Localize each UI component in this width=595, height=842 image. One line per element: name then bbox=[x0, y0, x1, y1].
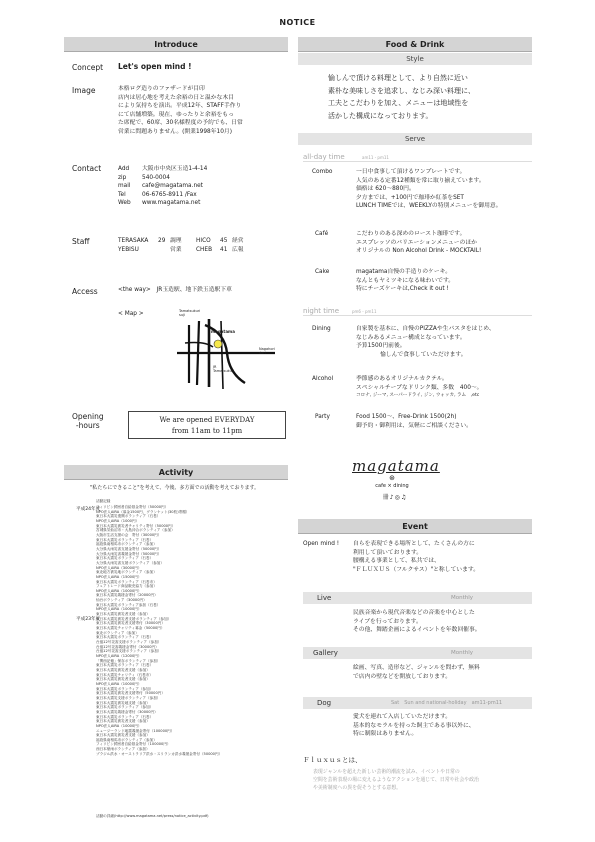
staff-role: 広報 bbox=[232, 246, 244, 253]
activity-item: 東日本大震災被災者チャリティ寄付（50000円） bbox=[96, 523, 176, 528]
openmind-line: 腰構える事業として、私共では、 bbox=[353, 558, 440, 565]
concept-value: Let's open mind ! bbox=[118, 62, 192, 71]
dining-text bbox=[356, 325, 495, 359]
fluxus-text bbox=[313, 768, 479, 792]
fluxus-line: 表現ジャンルを超えた新しい芸術的潮流を試み、イベントや日常の bbox=[313, 769, 460, 775]
combo-label: Combo bbox=[312, 169, 333, 175]
contact-key: mail bbox=[118, 183, 131, 190]
activity-item: ブラジル洪水・オーストラリア洪水・スリランカ洪水義援金寄付（50000円） bbox=[96, 751, 223, 756]
logo-mark-icon: ⊛ bbox=[389, 474, 395, 482]
activity-item: 大分県大雨災害義援金寄付（50000円） bbox=[96, 551, 162, 556]
party-line: Food 1500～、Free-Drink 1500(2h) bbox=[356, 414, 457, 420]
style-text bbox=[328, 72, 475, 122]
staff-name: HICO bbox=[196, 238, 211, 244]
dog-line: 愛犬を連れて入店していただけます。 bbox=[353, 714, 452, 720]
activity-item: 大分県大雨災害支援金寄付（50000円） bbox=[96, 546, 162, 551]
activity-year: 平成24年度 bbox=[76, 507, 101, 512]
access-label: Access bbox=[72, 287, 98, 296]
activity-item: 東日本大震災ボランティア（石巻） bbox=[96, 663, 154, 668]
live-line: その他、舞踏企画によるイベントを年数回催事。 bbox=[353, 627, 481, 634]
contact-block bbox=[118, 165, 207, 208]
cake-text bbox=[356, 268, 454, 294]
cafe-line: こだわりのある深めのロースト珈琲です。 bbox=[356, 231, 466, 237]
alcohol-text bbox=[356, 375, 482, 401]
staff-name: CHEB bbox=[196, 246, 213, 253]
activity-item: 「関西記憶」保存ボランティア（参加） bbox=[96, 658, 161, 663]
gallery-tag: Monthly bbox=[451, 650, 474, 656]
activity-header: Activity bbox=[64, 465, 288, 480]
activity-item: NPO法人AIRA（10000円） bbox=[96, 588, 142, 593]
activity-item: ニュージーランド地震義援金寄付（100000円） bbox=[96, 728, 175, 733]
concept-label: Concept bbox=[72, 63, 104, 72]
activity-item: NPO法人AIRA（10000円） bbox=[96, 607, 142, 612]
combo-line: 人気のある定番12種類を常に取り揃えています。 bbox=[356, 177, 485, 184]
activity-item: 東日本大震災義援金寄付（30000円） bbox=[96, 709, 158, 714]
food-drink-header: Food & Drink bbox=[298, 37, 532, 52]
image-line: 店内は居心地を考えた余裕の日と温かな木目 bbox=[118, 94, 234, 101]
activity-item: 台風12号災害支援ボランティア（参加） bbox=[96, 649, 162, 654]
contact-phone: 06-6765-8911 /Fax bbox=[142, 191, 197, 198]
staff-name: YEBISU bbox=[118, 246, 139, 253]
gallery-label: Gallery bbox=[313, 649, 338, 657]
image-label: Image bbox=[72, 86, 96, 95]
alcohol-label: Alcohol bbox=[312, 376, 334, 382]
live-label: Live bbox=[317, 594, 332, 602]
opening-hours-label: Opening -hours bbox=[72, 412, 104, 430]
activity-item: 東日本大震災被災者支援寄付（50000円） bbox=[96, 691, 165, 696]
activity-item: NPO法人AIRA（1000円） bbox=[96, 518, 140, 523]
activity-item: 大分県大雨災害支援ボランティア（参加） bbox=[96, 560, 164, 565]
alcohol-line: コロナ, ジーマ, スーパードライ, ジン, ウォッカ, ラム ,etc bbox=[356, 393, 480, 399]
activity-item: 宮城県気仙沼市・大島沖合ボランティア（参加） bbox=[96, 528, 175, 533]
dining-line: なじみあるメニュー構成となっています。 bbox=[356, 334, 466, 341]
openmind-line: 利用して頂いております。 bbox=[353, 549, 423, 556]
gallery-band bbox=[303, 647, 532, 659]
staff-table bbox=[118, 237, 244, 254]
staff-role: 営業 bbox=[170, 246, 182, 253]
staff-label: Staff bbox=[72, 237, 90, 246]
contact-email-link[interactable]: cafe@magatama.net bbox=[142, 183, 203, 190]
activity-item: 東日本大震災被災者支援ボランティア（参加） bbox=[96, 616, 172, 621]
opening-line: from 11am to 11pm bbox=[171, 427, 243, 435]
cake-line: magatama自慢の手造りのケーキ。 bbox=[356, 269, 451, 275]
image-description bbox=[118, 85, 243, 137]
activity-item: フェアトレード商品販売協力（参加） bbox=[96, 584, 157, 589]
live-band bbox=[303, 592, 532, 604]
dog-line: 特に制限はありません。 bbox=[353, 731, 418, 738]
map-shop-label: magatama bbox=[211, 329, 235, 334]
openmind-line: "ＦＬＵＸＵＳ（フルクサス）"と称しています。 bbox=[353, 566, 480, 573]
party-text bbox=[356, 413, 472, 430]
introduce-header: Introduce bbox=[64, 37, 288, 52]
dining-label: Dining bbox=[312, 326, 331, 332]
combo-line: 一日中食事して頂けるワンプレートです。 bbox=[356, 169, 466, 175]
cake-line: 特にチーズケーキは,Check it out ! bbox=[356, 286, 449, 293]
staff-row bbox=[118, 237, 244, 246]
activity-item: 東日本大震災ボランティア（参加） bbox=[96, 686, 154, 691]
activity-item: 東日本大震災被災者支援（参加） bbox=[96, 612, 150, 617]
activity-item: 東日本大震災ボランティア（石巻） bbox=[96, 635, 154, 640]
allday-label: all-day time bbox=[303, 153, 345, 161]
contact-key: Tel bbox=[118, 191, 126, 198]
staff-age: 29 bbox=[158, 238, 166, 244]
live-tag: Monthly bbox=[451, 595, 474, 601]
dog-tag: Sat Sun and national-holiday am11-pm11 bbox=[391, 700, 503, 706]
opening-line: We are opened EVERYDAY bbox=[159, 416, 255, 424]
activity-item: 東日本大震災義援金寄付（20000円） bbox=[96, 593, 158, 598]
activity-item: 福島県南相馬市ボランティア（参加） bbox=[96, 542, 157, 547]
contact-key: Add bbox=[118, 166, 130, 172]
cafe-label: Café bbox=[315, 231, 329, 237]
contact-key: Web bbox=[118, 200, 131, 207]
activity-item: NPO法人AIRA（12000円） bbox=[96, 654, 142, 658]
opening-hours-box bbox=[128, 411, 286, 439]
combo-text bbox=[356, 168, 502, 211]
style-line: 工夫とこだわりを加え、メニューは地域性を bbox=[328, 99, 469, 107]
staff-age: 41 bbox=[220, 246, 228, 253]
gallery-line: で店内の壁などを開放しております。 bbox=[353, 673, 452, 680]
combo-line: 価格は 620～880円。 bbox=[356, 186, 415, 193]
activity-item: 福島県南相馬市ボランティア（参加） bbox=[96, 737, 157, 742]
access-map[interactable] bbox=[175, 309, 285, 393]
fluxus-line: や美術制度への異を促そうとする意想。 bbox=[313, 785, 402, 791]
dog-label: Dog bbox=[317, 699, 332, 707]
party-label: Party bbox=[315, 414, 330, 420]
staff-role: 経営 bbox=[232, 238, 244, 244]
activity-item: フィリピン貧困者自給基金寄付（50000円） bbox=[96, 505, 169, 509]
activity-item: 東日本大震災被災者支援（参加） bbox=[96, 733, 150, 738]
cafe-line: オリジナルの Non Alcohol Drink - MOCKTAIL! bbox=[356, 248, 482, 255]
activity-item: 東日本大震災ボランティア（石巻） bbox=[96, 556, 154, 561]
map-label: < Map > bbox=[118, 311, 144, 317]
activity-item: 仙台ボランティア（30000円） bbox=[96, 598, 147, 603]
shop-marker-icon bbox=[214, 340, 222, 348]
activity-item: 東日本大震災被災者支援（参加） bbox=[96, 719, 150, 724]
activity-item: 東日本大震災ボランティア（石巻市） bbox=[96, 579, 157, 584]
allday-time: am11 - pm11 bbox=[362, 155, 389, 160]
image-line: た席配で、60席、30名様程度の予約でも、日常 bbox=[118, 120, 243, 127]
map-station-label: JR Tamatsukuri bbox=[213, 365, 235, 373]
image-line: 営業に問題ありません。(開業1998年10月) bbox=[118, 128, 232, 135]
activity-item: NPO法人AIRA（募金1500円、グランケット(30枚)寄贈） bbox=[96, 509, 190, 514]
staff-role: 調理 bbox=[170, 238, 182, 244]
openmind-line: 自らを表現できる場所として、たくさんの方に bbox=[353, 541, 475, 547]
image-line: にて店舗増築。現在、ゆったりと余裕をもっ bbox=[118, 111, 234, 118]
activity-item: 西日本豪雨ボランティア（参加） bbox=[96, 747, 150, 752]
logo-glyphs-icon: 卌♪◎♫ bbox=[382, 494, 408, 501]
image-line: 本格ログ造りのファザードが目印 bbox=[118, 86, 205, 92]
activity-item: 大阪市生活支援の会 寄付（30000円） bbox=[96, 532, 162, 537]
activity-item: 東日本大震災ボランティア（石巻） bbox=[96, 537, 154, 542]
gallery-line: 絵画、写真、造形など、ジャンルを問わず、無料 bbox=[353, 665, 480, 671]
night-label: night time bbox=[303, 307, 340, 315]
staff-row bbox=[118, 246, 244, 255]
logo-subtitle: cafe × dining bbox=[375, 483, 409, 489]
fluxus-label: Ｆｌｕｘｕｓとは、 bbox=[303, 756, 362, 764]
alcohol-line: 季節感のあるオリジナルカクテル。 bbox=[356, 376, 448, 382]
activity-item: 東日本大震災ボランティア（石巻） bbox=[96, 714, 154, 719]
dog-text bbox=[353, 713, 475, 739]
activity-intro: "私たちにできること"を考えて、今後、多方面での活動を考えております。 bbox=[90, 485, 260, 491]
activity-item: 台風12号災害支援ボランティア（参加） bbox=[96, 640, 162, 645]
contact-zip: 540-0004 bbox=[142, 174, 170, 181]
live-line: ライブを行っております。 bbox=[353, 618, 422, 625]
activity-item: 東日本大震災被災者支援寄付（30000円） bbox=[96, 621, 165, 626]
gallery-text bbox=[353, 664, 480, 681]
contact-label: Contact bbox=[72, 164, 102, 173]
contact-key: zip bbox=[118, 174, 127, 181]
openmind-text bbox=[353, 540, 479, 574]
alcohol-line: スペシャルチープなドリンク類、多数 400～。 bbox=[356, 384, 483, 391]
event-header: Event bbox=[298, 519, 532, 534]
activity-item: 東日本大震災被災者支援（参加） bbox=[96, 677, 150, 682]
activity-footer-link[interactable]: 活動の詳細(http://www.magatama.net/press/notice_activity.pdf) bbox=[96, 814, 209, 818]
dining-line: 予算1500円前後。 bbox=[356, 343, 406, 350]
cafe-text bbox=[356, 230, 481, 256]
activity-item: 東北地方被災地ボランティア（参加） bbox=[96, 570, 157, 575]
openmind-label: Open mind ! bbox=[303, 541, 340, 547]
style-subheader: Style bbox=[298, 53, 532, 65]
map-street-label: Tamatsukuri suji bbox=[179, 309, 201, 317]
activity-year: 平成23年度 bbox=[76, 617, 101, 622]
activity-item: フィリピン貧困者自給基金寄付（100000円） bbox=[96, 742, 171, 747]
combo-line: 夕方までは、+100円で珈琲か紅茶をSET bbox=[356, 194, 464, 201]
activity-item: 東日本大震災チャリティ（石巻市） bbox=[96, 672, 154, 677]
style-line: 素朴な美味しさを追求し、なじみ深い料理に、 bbox=[328, 86, 475, 95]
activity-item: 東日本大震災ボランティア参加（石巻） bbox=[96, 602, 161, 607]
style-line: 愉しんで頂ける料理として、より自然に近い bbox=[328, 74, 468, 82]
magatama-logo: magatama bbox=[352, 457, 440, 475]
divider bbox=[303, 315, 532, 316]
activity-item: 東日本大震災ボランティア（参加） bbox=[96, 705, 154, 710]
page-title: NOTICE bbox=[279, 18, 316, 27]
dog-line: 基本的なモラルを持った飼主である事以外に、 bbox=[353, 722, 475, 729]
divider bbox=[303, 161, 532, 162]
contact-address: 大阪市中央区玉造1-4-14 bbox=[142, 166, 208, 172]
serve-subheader: Serve bbox=[298, 133, 532, 145]
staff-age: 45 bbox=[220, 238, 228, 244]
style-line: 活かした構成になっております。 bbox=[328, 111, 433, 120]
dining-line: 愉しんで食事していただけます。 bbox=[380, 351, 467, 358]
activity-subheader: 活動記録 bbox=[96, 499, 111, 503]
fluxus-line: 空間を芸術表現の場に変えるようなアクションを通じて、日常や社会や政治 bbox=[313, 777, 479, 783]
cake-label: Cake bbox=[315, 269, 330, 275]
activity-item: NPO法人AIRA（10000円） bbox=[96, 681, 142, 686]
activity-item: NPO法人AIRA（10000円） bbox=[96, 723, 142, 728]
activity-item: NPO法人AIRA（30000円） bbox=[96, 565, 142, 570]
cafe-line: エスプレッソのバリエーションメニューのほか bbox=[356, 239, 477, 246]
dog-band bbox=[303, 697, 532, 709]
activity-item: 東日本大震災復興ボランティア（石巻） bbox=[96, 514, 161, 519]
staff-name: TERASAKA bbox=[118, 238, 149, 244]
dining-line: 自家製を基本に、自慢のPIZZAや生パスタをはじめ、 bbox=[356, 326, 495, 332]
image-line: により気持ちを演出。平成12年、STAFF手作り bbox=[118, 103, 242, 110]
activity-item: 東日本大震災被災地支援（参加） bbox=[96, 700, 150, 705]
contact-web-link[interactable]: www.magatama.net bbox=[142, 200, 201, 207]
activity-item: 台風12号災害義援金寄付（30000円） bbox=[96, 644, 159, 649]
access-text: <the way> JR玉造駅、地下鉄玉造駅下車 bbox=[118, 287, 232, 293]
cake-line: なんともヤミツキになる味わいです。 bbox=[356, 277, 455, 284]
map-street-label: Nagahori dori bbox=[259, 347, 275, 355]
activity-item: 東日本大震災支援ボランティア（参加） bbox=[96, 695, 161, 700]
activity-item: 東北ボランティア（参加） bbox=[96, 630, 139, 635]
live-line: 民族音楽から現代音楽などの音楽を中心とした bbox=[353, 610, 475, 616]
live-text bbox=[353, 609, 481, 635]
activity-list bbox=[96, 505, 286, 756]
activity-item: NPO法人AIRA（15000円） bbox=[96, 574, 142, 579]
night-time: pm6 - pm11 bbox=[352, 309, 377, 314]
party-line: 御予約・御利用は、気軽にご相談ください。 bbox=[356, 422, 472, 429]
combo-line: LUNCH TIMEでは、WEEKLYの特別メニューを御用意。 bbox=[356, 203, 502, 210]
activity-item: 東日本大震災被災者支援（参加） bbox=[96, 667, 150, 672]
activity-item: 東日本大震災チャリティ募金（50000円） bbox=[96, 626, 165, 631]
